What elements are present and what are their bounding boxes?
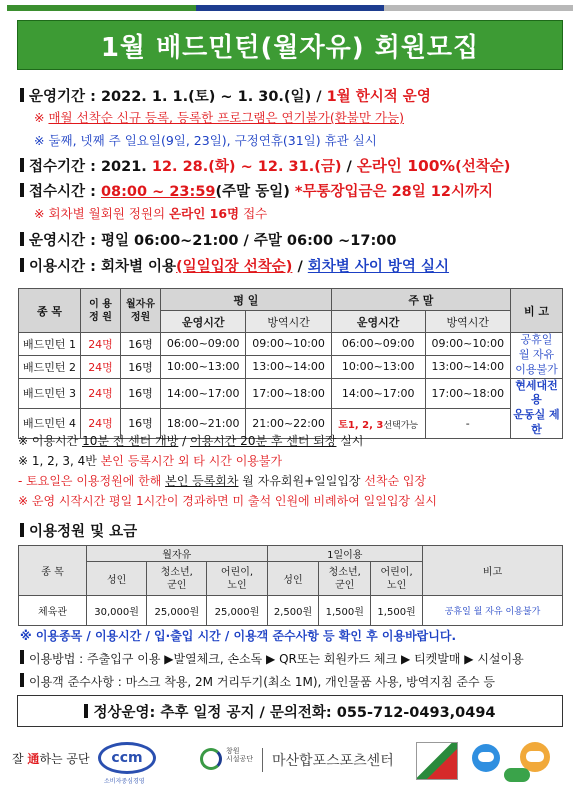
- row-monthly: 16명: [121, 408, 161, 438]
- note3-line: [34, 208, 267, 221]
- user-rules-text: 이용객 준수사항 : 마스크 착용, 2M 거리두기(최소 1M), 개인물품 사용, 방역지침 준수 등: [29, 675, 495, 689]
- slogan-part: 잘: [12, 752, 28, 766]
- note-daily-entry: ※ 운영 시작시간 평일 1시간이 경과하면 미 출석 인원에 비례하여 일일입장 실시: [18, 494, 438, 508]
- row-wd-dis: 17:00~18:00: [246, 378, 331, 408]
- period-value: 2022. 1. 1.(토) ~ 1. 30.(일) /: [100, 89, 327, 105]
- fee-m-adult: 30,000원: [87, 596, 147, 626]
- row-name: 배드민턴 3: [19, 378, 81, 408]
- footer: [0, 738, 580, 793]
- fee-m-youth: 25,000원: [147, 596, 207, 626]
- fee-col-daily: 1일이용: [267, 546, 422, 562]
- row-we-op-suffix: 선택가능: [383, 420, 419, 431]
- table-row: [19, 355, 563, 378]
- fee-col-adult: 성인: [87, 562, 147, 596]
- note-class-restrict: [18, 452, 282, 469]
- use-value-a: 회차별 이용: [100, 259, 177, 275]
- reg-time-line: [20, 183, 493, 200]
- table-row: [19, 596, 563, 626]
- bullet-bar: [20, 258, 24, 272]
- reg-year: 2021.: [100, 159, 152, 175]
- fee-m-child: 25,000원: [207, 596, 267, 626]
- reg-first-come: (선착순): [455, 159, 511, 175]
- bullet-bar: [84, 704, 88, 718]
- note-text: 월 자유회원+일일입장: [238, 474, 365, 488]
- row-monthly: 16명: [121, 333, 161, 356]
- title-banner: [17, 20, 563, 70]
- fee-row-name: 체육관: [19, 596, 87, 626]
- fee-col-item: 종 목: [19, 546, 87, 596]
- time-weekend: (주말 동일): [215, 184, 290, 200]
- op-value: 평일 06:00~21:00 / 주말 06:00 ~17:00: [100, 233, 397, 249]
- note2-line: ※ 둘째, 넷째 주 일요일(9일, 23일), 구정연휴(31일) 휴관 실시: [34, 133, 377, 148]
- top-strip-green: [7, 5, 196, 11]
- time-label: 접수시간 :: [29, 184, 101, 200]
- note3-c: 접수: [239, 206, 268, 221]
- use-label: 이용시간 :: [29, 259, 101, 275]
- fee-col-adult: 성인: [267, 562, 319, 596]
- bottom-warning: ※ 이용종목 / 이용시간 / 입·출입 시간 / 이용객 준수사항 등 확인 후 이용바랍니다.: [20, 629, 457, 643]
- top-strip-gray: [384, 5, 573, 11]
- time-range: 08:00 ~ 23:59: [100, 184, 216, 200]
- note-text: /: [178, 434, 190, 448]
- row-wd-op: 14:00~17:00: [161, 378, 246, 408]
- note-text: 이용시간 20분 후 센터 퇴장: [190, 434, 337, 448]
- note3-a: ※ 회차별 월회원 정원의: [34, 206, 170, 221]
- row-we-op: 14:00~17:00: [331, 378, 425, 408]
- row-name: 배드민턴 4: [19, 408, 81, 438]
- table-row: [19, 333, 563, 356]
- row-wd-dis: 13:00~14:00: [246, 355, 331, 378]
- col-item: 종 목: [19, 289, 81, 333]
- op-time-line: [20, 232, 396, 249]
- bullet-bar: [20, 88, 24, 102]
- fee-row-remark: 공휴일 월 자유 이용불가: [423, 596, 563, 626]
- reg-online: 온라인 100%: [356, 157, 456, 175]
- reg-label: 접수기간 :: [29, 159, 101, 175]
- usage-method-text: 이용방법 : 주출입구 이용 ▶발열체크, 손소독 ▶ QR또는 회원카드 체크 ▶ 티켓발매 ▶ 시설이용: [29, 652, 524, 666]
- fee-d-child: 1,500원: [371, 596, 423, 626]
- row-we-op: 06:00~09:00: [331, 333, 425, 356]
- fees-title: [20, 523, 137, 540]
- note-text: 선착순 입장: [364, 474, 427, 488]
- fee-col-youth: 청소년, 군인: [319, 562, 371, 596]
- user-rules: [20, 673, 495, 690]
- footer-divider: [262, 748, 263, 772]
- row-cap: 24명: [81, 408, 121, 438]
- ccm-subtext: 소비자중심경영: [104, 778, 145, 785]
- city-logo-text: 창원 시설공단: [226, 747, 254, 764]
- bullet-bar: [20, 183, 24, 197]
- row-wd-op: 18:00~21:00: [161, 408, 246, 438]
- slogan-part: 通: [27, 752, 40, 766]
- row-wd-op: 10:00~13:00: [161, 355, 246, 378]
- reg-dates: 12. 28.(화) ~ 12. 31.(금): [151, 159, 342, 175]
- col-weekend: 주 말: [331, 289, 510, 311]
- row-name: 배드민턴 2: [19, 355, 81, 378]
- row-we-op-rounds: 토1, 2, 3: [338, 419, 384, 431]
- row-we-dis: -: [425, 408, 510, 438]
- fee-col-youth: 청소년, 군인: [147, 562, 207, 596]
- period-note: 1월 한시적 운영: [326, 89, 431, 105]
- note-text: 본인 등록회차: [165, 474, 239, 488]
- usage-method: [20, 650, 524, 667]
- use-time-line: [20, 258, 449, 275]
- ccm-logo: [98, 742, 156, 774]
- contact-box: [17, 695, 563, 727]
- col-weekday: 평 일: [161, 289, 332, 311]
- row-wd-op: 06:00~09:00: [161, 333, 246, 356]
- top-strip-navy: [196, 5, 385, 11]
- note-saturday: [18, 472, 426, 489]
- fee-col-monthly: 월자유: [87, 546, 268, 562]
- period-label: 운영기간 :: [29, 89, 101, 105]
- fees-table: [18, 545, 563, 626]
- bullet-bar: [20, 650, 24, 664]
- note-text: 본인 등록시간 외 타 시간 이용불가: [100, 454, 283, 468]
- row-cap: 24명: [81, 378, 121, 408]
- note1-line: [34, 112, 404, 125]
- page-title: 1월 배드민턴(월자유) 회원모집: [100, 32, 480, 63]
- col-we-op: 운영시간: [331, 311, 425, 333]
- contact-text: 정상운영: 추후 일정 공지 / 문의전화: 055-712-0493,0494: [93, 704, 496, 721]
- op-label: 운영시간 :: [29, 233, 101, 249]
- fee-col-child: 어린이, 노인: [207, 562, 267, 596]
- row-we-dis: 17:00~18:00: [425, 378, 510, 408]
- row-we-dis: 13:00~14:00: [425, 355, 510, 378]
- reg-sep: /: [341, 159, 357, 175]
- fee-d-adult: 2,500원: [267, 596, 319, 626]
- row-wd-dis: 21:00~22:00: [246, 408, 331, 438]
- row-we-op: 10:00~13:00: [331, 355, 425, 378]
- row-cap: 24명: [81, 333, 121, 356]
- center-name: 마산합포스포츠센터: [272, 753, 394, 769]
- col-capacity: 이 용 정 원: [81, 289, 121, 333]
- note-text: ※ 1, 2, 3, 4반: [18, 454, 101, 468]
- period-line: [20, 88, 431, 105]
- col-wd-dis: 방역시간: [246, 311, 331, 333]
- note1-text: 매월 선착순 신규 등록, 등록한 프로그램은 연기불가(환불만 가능): [48, 110, 404, 125]
- use-value-c: /: [292, 259, 308, 275]
- row-monthly: 16명: [121, 378, 161, 408]
- bullet-bar: [20, 158, 24, 172]
- footer-slogan: [12, 750, 90, 767]
- remark-holiday: 공휴일 월 자유 이용불가: [511, 333, 563, 379]
- use-value-d: 회차별 사이 방역 실시: [307, 259, 450, 275]
- row-wd-dis: 09:00~10:00: [246, 333, 331, 356]
- row-cap: 24명: [81, 355, 121, 378]
- schedule-table: [18, 288, 563, 439]
- col-wd-op: 운영시간: [161, 311, 246, 333]
- col-remark: 비 고: [511, 289, 563, 333]
- col-monthly: 월자유 정원: [121, 289, 161, 333]
- remark-exclusive: 현세대전용 운동실 제한: [511, 378, 563, 438]
- note-text: - 토요일은 이용정원에 한해: [18, 474, 166, 488]
- table-row: [19, 378, 563, 408]
- reg-period-line: [20, 158, 510, 175]
- note-text: ※ 이용시간: [18, 434, 83, 448]
- slogan-part: 하는 공단: [39, 752, 90, 766]
- mascot-orange-face: [526, 751, 544, 762]
- fees-title-text: 이용정원 및 요금: [29, 524, 138, 540]
- note-text: 10분 전 센터 개방: [82, 434, 179, 448]
- note3-b: 온라인 16명: [169, 206, 240, 221]
- col-we-dis: 방역시간: [425, 311, 510, 333]
- mascot-green-icon: [504, 768, 530, 782]
- use-value-b: (일일입장 선착순): [176, 259, 293, 275]
- row-monthly: 16명: [121, 355, 161, 378]
- note-open-close: [18, 432, 363, 449]
- mascot-blue-face: [478, 752, 494, 762]
- row-name: 배드민턴 1: [19, 333, 81, 356]
- certification-logo: [416, 742, 458, 780]
- bullet-bar: [20, 523, 24, 537]
- city-logo-icon: [200, 748, 222, 770]
- note-text: 실시: [336, 434, 364, 448]
- bullet-bar: [20, 673, 24, 687]
- fee-col-remark: 비고: [423, 546, 563, 596]
- bullet-bar: [20, 232, 24, 246]
- ccm-text: ccm: [111, 750, 143, 766]
- row-we-dis: 09:00~10:00: [425, 333, 510, 356]
- time-bank-note: *무통장입금은 28일 12시까지: [289, 184, 493, 200]
- fee-col-child: 어린이, 노인: [371, 562, 423, 596]
- top-color-strip: [7, 5, 573, 11]
- fee-d-youth: 1,500원: [319, 596, 371, 626]
- note1-prefix: ※: [34, 110, 49, 125]
